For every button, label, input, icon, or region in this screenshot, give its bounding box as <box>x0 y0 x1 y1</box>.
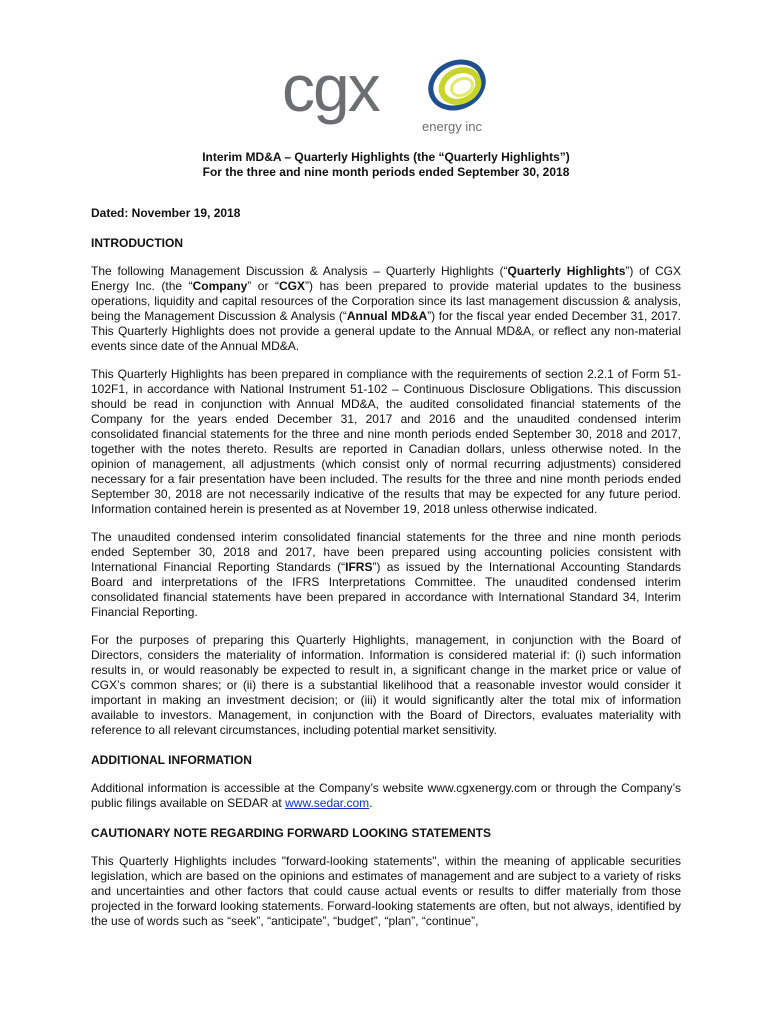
sedar-link[interactable]: www.sedar.com <box>285 796 370 810</box>
introduction-paragraph-2: This Quarterly Highlights has been prepared in compliance with the requirements of section 2.2.1 of Form 51-102F1, in accordance with National Instrument 51-102 – Continuous Disclosure Obligations. This discussion should be read in conjunction with Annual MD&A, the audited consolidated financial statements of the Company for the years ended December 31, 2017 and 2016 and the unaudited condensed interim consolidated financial statements for the three and nine month periods ended September 30, 2018 and 2017, together with the notes thereto. Results are reported in Canadian dollars, unless otherwise noted. In the opinion of management, all adjustments (which consist only of normal recurring adjustments) considered necessary for a fair presentation have been included. The results for the three and nine month periods ended September 30, 2018 are not necessarily indicative of the results that may be expected for any future period. Information contained herein is presented as at November 19, 2018 unless otherwise indicated. <box>91 367 681 516</box>
cautionary-note-paragraph: This Quarterly Highlights includes "forward-looking statements", within the meaning of applicable securities legislation, which are based on the opinions and estimates of management and are subject to a variety of risks and uncertainties and other factors that could cause actual events or results to differ materially from those projected in the forward looking statements. Forward-looking statements are often, but not always, identified by the use of words such as “seek”, “anticipate”, “budget”, “plan”, “continue”, <box>91 854 681 928</box>
defined-term: Company <box>192 279 248 293</box>
defined-term: Quarterly Highlights <box>507 264 626 278</box>
text-run: ”) of CGX Energy Inc. (the “ <box>91 264 682 293</box>
introduction-paragraph-1 <box>91 264 681 354</box>
document-body <box>91 150 681 929</box>
logo-subtitle: energy inc <box>422 119 482 134</box>
introduction-paragraph-3 <box>91 530 681 620</box>
company-logo <box>282 55 492 137</box>
cgx-logo-graphic <box>282 55 492 137</box>
text-run: ” or “ <box>247 279 279 293</box>
text-run: ”) for the fiscal year ended December 31, 2017. This Quarterly Highlights does not provide a general update to the Annual MD&A, or reflect any non-material events since date of the Annual MD&A. <box>91 309 681 353</box>
text-run: Additional information is accessible at the Company’s website www.cgxenergy.com or through the Company’s public filings available on SEDAR at <box>91 781 681 810</box>
text-run: The following Management Discussion & Analysis – Quarterly Highlights (“ <box>91 264 508 278</box>
additional-information-paragraph <box>91 781 681 811</box>
text-run: ”) has been prepared to provide material updates to the business operations, liquidity and capital resources of the Corporation since its last management discussion & analysis, being the Management Discussion & Analysis (“ <box>91 279 681 323</box>
introduction-paragraph-4: For the purposes of preparing this Quarterly Highlights, management, in conjunction with the Board of Directors, considers the materiality of information. Information is considered material if: (i) such information results in, or would reasonably be expected to result in, a significant change in the market price or value of CGX’s common shares; or (ii) there is a substantial likelihood that a reasonable investor would consider it important in making an investment decision; or (iii) it would significantly alter the total mix of information available to investors. Management, in conjunction with the Board of Directors, evaluates materiality with reference to all relevant circumstances, including potential market sensitivity. <box>91 633 681 737</box>
title-line-1: Interim MD&A – Quarterly Highlights (the “Quarterly Highlights”) <box>202 150 570 164</box>
document-title <box>91 150 681 180</box>
introduction-heading: INTRODUCTION <box>91 236 183 250</box>
text-run: . <box>369 796 373 810</box>
defined-term: IFRS <box>345 560 373 574</box>
additional-information-heading: ADDITIONAL INFORMATION <box>91 753 252 767</box>
dated-line: Dated: November 19, 2018 <box>91 206 241 220</box>
text-run: The unaudited condensed interim consolidated financial statements for the three and nine month periods ended September 30, 2018 and 2017, have been prepared using accounting policies consistent with International Financial Reporting Standards (“ <box>91 530 681 574</box>
cautionary-note-heading: CAUTIONARY NOTE REGARDING FORWARD LOOKING STATEMENTS <box>91 826 492 840</box>
defined-term: CGX <box>278 279 305 293</box>
defined-term: Annual MD&A <box>346 309 428 323</box>
title-line-2: For the three and nine month periods ended September 30, 2018 <box>202 165 570 179</box>
text-run: ”) as issued by the International Accounting Standards Board and interpretations of the IFRS Interpretations Committee. The unaudited condensed interim consolidated financial statements have been prepared in accordance with International Standard 34, Interim Financial Reporting. <box>91 560 681 619</box>
logo-wordmark: cgx <box>282 55 379 125</box>
